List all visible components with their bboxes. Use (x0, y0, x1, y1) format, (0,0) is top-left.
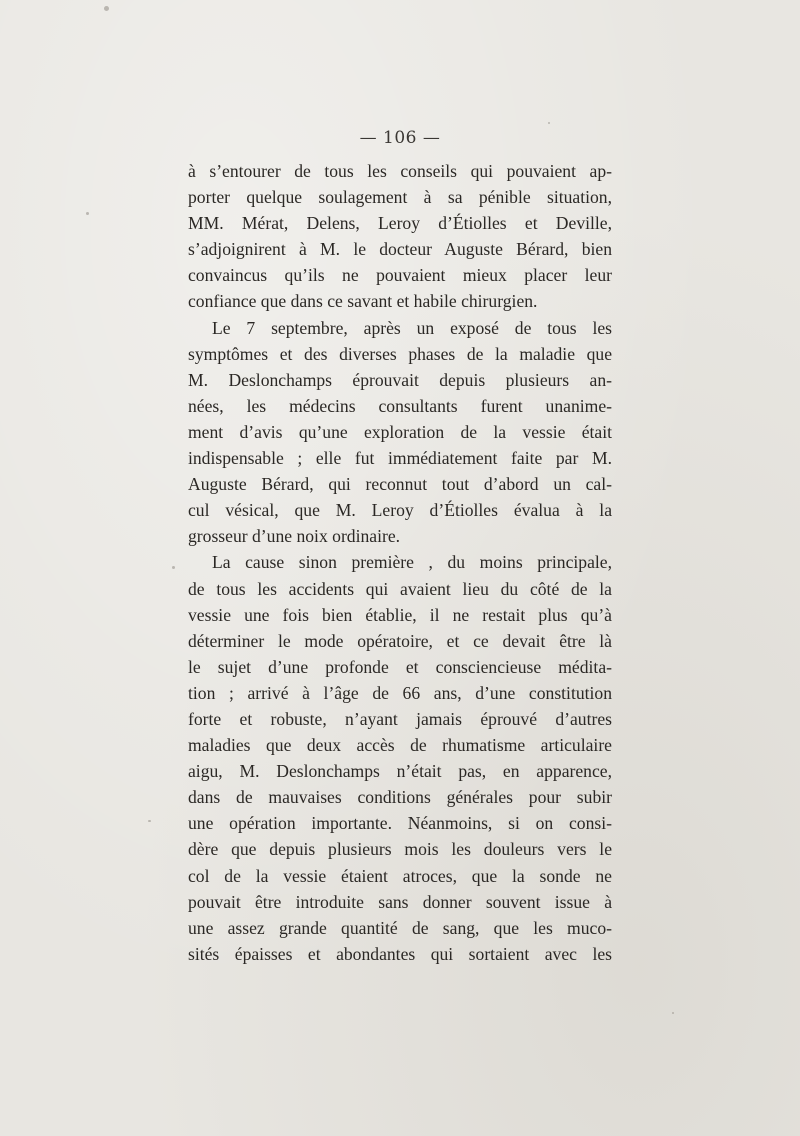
text-line: tion ; arrivé à l’âge de 66 ans, d’une constitution (188, 682, 612, 703)
text-line: cul vésical, que M. Leroy d’Étiolles évalua à la (188, 500, 612, 521)
paper-speck (104, 6, 109, 11)
paper-speck (548, 122, 550, 124)
text-line: col de la vessie étaient atroces, que la sonde ne (188, 865, 612, 886)
paragraph-start-line: Le 7 septembre, après un exposé de tous les (212, 317, 612, 338)
text-line: dère que depuis plusieurs mois les douleurs vers le (188, 839, 612, 860)
text-line: porter quelque soulagement à sa pénible situation, (188, 187, 612, 208)
text-line: vessie une fois bien établie, il ne restait plus qu’à (188, 604, 612, 625)
text-line: déterminer le mode opératoire, et ce devait être là (188, 630, 612, 651)
paper-speck (86, 212, 89, 215)
paragraph-start-line: La cause sinon première , du moins principale, (212, 552, 612, 573)
text-line: grosseur d’une noix ordinaire. (188, 526, 401, 547)
text-line: à s’entourer de tous les conseils qui pouvaient ap- (188, 161, 612, 181)
paper-speck (672, 1012, 674, 1014)
text-line: de tous les accidents qui avaient lieu du côté de la (188, 578, 612, 599)
text-line: ment d’avis qu’une exploration de la vessie était (188, 421, 612, 442)
body-text (188, 158, 612, 967)
text-line: une assez grande quantité de sang, que les muco- (188, 917, 612, 938)
text-line: forte et robuste, n’ayant jamais éprouvé d’autres (188, 708, 612, 729)
text-line: confiance que dans ce savant et habile chirurgien. (188, 291, 538, 312)
paper-speck (148, 820, 151, 822)
text-line: sités épaisses et abondantes qui sortaient avec les (188, 943, 612, 964)
text-line: aigu, M. Deslonchamps n’était pas, en apparence, (188, 761, 612, 782)
text-line: symptômes et des diverses phases de la maladie que (188, 343, 612, 364)
text-line: MM. Mérat, Delens, Leroy d’Étiolles et Deville, (188, 213, 612, 234)
text-line: s’adjoignirent à M. le docteur Auguste Bérard, bien (188, 239, 612, 260)
page-number: — 106 — (359, 128, 441, 148)
text-line: Auguste Bérard, qui reconnut tout d’abord un cal- (188, 474, 612, 495)
text-line: nées, les médecins consultants furent unanime- (188, 395, 612, 416)
text-line: convaincus qu’ils ne pouvaient mieux placer leur (188, 265, 612, 286)
text-line: maladies que deux accès de rhumatisme articulaire (188, 735, 612, 756)
text-line: M. Deslonchamps éprouvait depuis plusieurs an- (188, 369, 612, 390)
text-line: dans de mauvaises conditions générales pour subir (188, 787, 612, 808)
text-line: pouvait être introduite sans donner souvent issue à (188, 891, 612, 912)
paper-speck (172, 566, 175, 569)
text-line: le sujet d’une profonde et consciencieuse médita- (188, 656, 612, 677)
text-line: une opération importante. Néanmoins, si on consi- (188, 813, 612, 834)
text-line: indispensable ; elle fut immédiatement faite par M. (188, 448, 612, 469)
